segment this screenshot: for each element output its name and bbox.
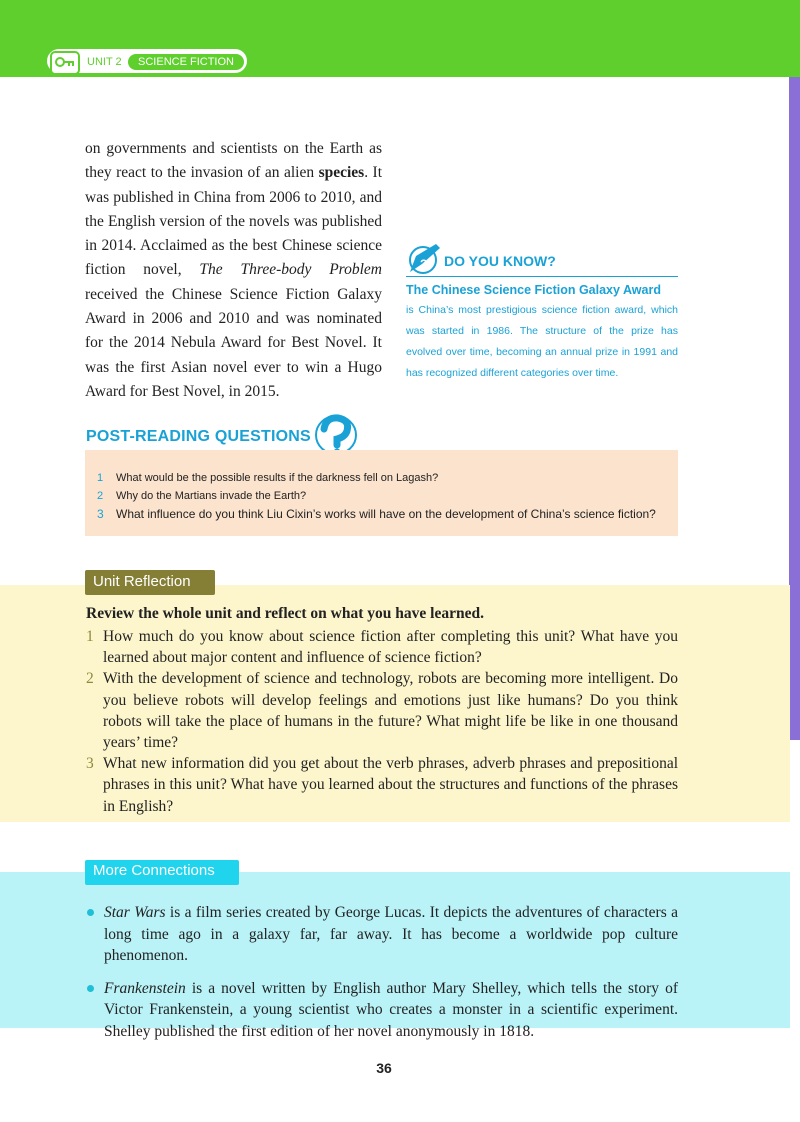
question-text: What would be the possible results if the darkness fell on Lagash? [116,472,439,484]
list-item [97,469,656,487]
body-paragraph [85,137,382,404]
more-connections-title: More Connections [93,862,215,879]
unit-reflection-title: Unit Reflection [93,573,191,590]
body-text-part1: on governments and scientists on the Earth as they react to the invasion of an alien [85,140,382,182]
reflection-list [86,626,678,817]
list-item [97,505,656,523]
item-text: What new information did you get about the verb phrases, adverb phrases and prepositional phrases in this unit? What have you learned about the structures and functions of the phrases in English? [103,755,678,815]
list-item [86,978,678,1043]
question-text: Why do the Martians invade the Earth? [116,490,307,502]
unit-reflection-lead: Review the whole unit and reflect on what you have learned. [86,605,484,622]
item-number: 2 [86,670,94,688]
bullet-icon [87,985,94,992]
bullet-icon [87,909,94,916]
item-number: 3 [86,755,94,773]
item-text: With the development of science and technology, robots are becoming more intelligent. Do you believe robots will develop feelings and emotions just like humans? Do you think robots will take the place of humans in the future? What might life be like in one thousand years’ time? [103,670,678,752]
questions-list [97,469,656,523]
list-item [86,626,678,668]
list-item [86,902,678,967]
question-text: What influence do you think Liu Cixin’s works will have on the development of China’s science fiction? [116,507,656,521]
unit-topic: SCIENCE FICTION [128,54,244,70]
list-item [86,668,678,753]
unit-label: UNIT 2 [87,56,122,68]
question-number: 2 [97,490,104,502]
work-title: Star Wars [104,904,166,921]
item-text: is a novel written by English author Mary Shelley, which tells the story of Victor Frankenstein, a young scientist who creates a monster in a scientific experiment. Shelley published the first edition of her novel anonymously in 1818. [104,979,678,1040]
question-number: 1 [97,472,104,484]
body-italic-title: The Three-body Problem [199,261,382,279]
work-title: Frankenstein [104,979,186,997]
body-text-part2: . It was published in China from 2006 to 2010, and the English version of the novels was published in 2014. Acclaimed as the best Chinese science fiction novel, [85,164,382,279]
divider [406,276,678,277]
do-you-know-text: is China’s most prestigious science fiction award, which was started in 1986. The structure of the prize has evolved over time, becoming an annual prize in 1991 and has recognized different categories over time. [406,304,678,379]
connections-list [86,902,678,1054]
page-number: 36 [376,1060,392,1076]
key-icon [50,51,80,75]
svg-text:?: ? [420,257,428,271]
list-item [97,487,656,505]
side-color-strip [789,77,800,740]
post-reading-title: POST-READING QUESTIONS [86,428,311,445]
item-number: 1 [86,628,94,645]
item-text: How much do you know about science fiction after completing this unit? What have you learned about major content and influence of science fiction? [103,628,678,667]
do-you-know-heading: The Chinese Science Fiction Galaxy Award [406,283,661,297]
list-item [86,753,678,817]
question-number: 3 [97,507,104,521]
body-bold-term: species [318,164,365,182]
do-you-know-title: DO YOU KNOW? [444,253,556,269]
body-text-part3: received the Chinese Science Fiction Galaxy Award in 2006 and 2010 and was nominated for the 2014 Nebula Award for Best Novel. It was the first Asian novel ever to win a Hugo Award for Best Novel, in 2015. [85,285,382,400]
item-text: is a film series created by George Lucas. It depicts the adventures of characters a long time ago in a galaxy far, far away. It has become a worldwide pop culture phenomenon. [104,904,678,965]
